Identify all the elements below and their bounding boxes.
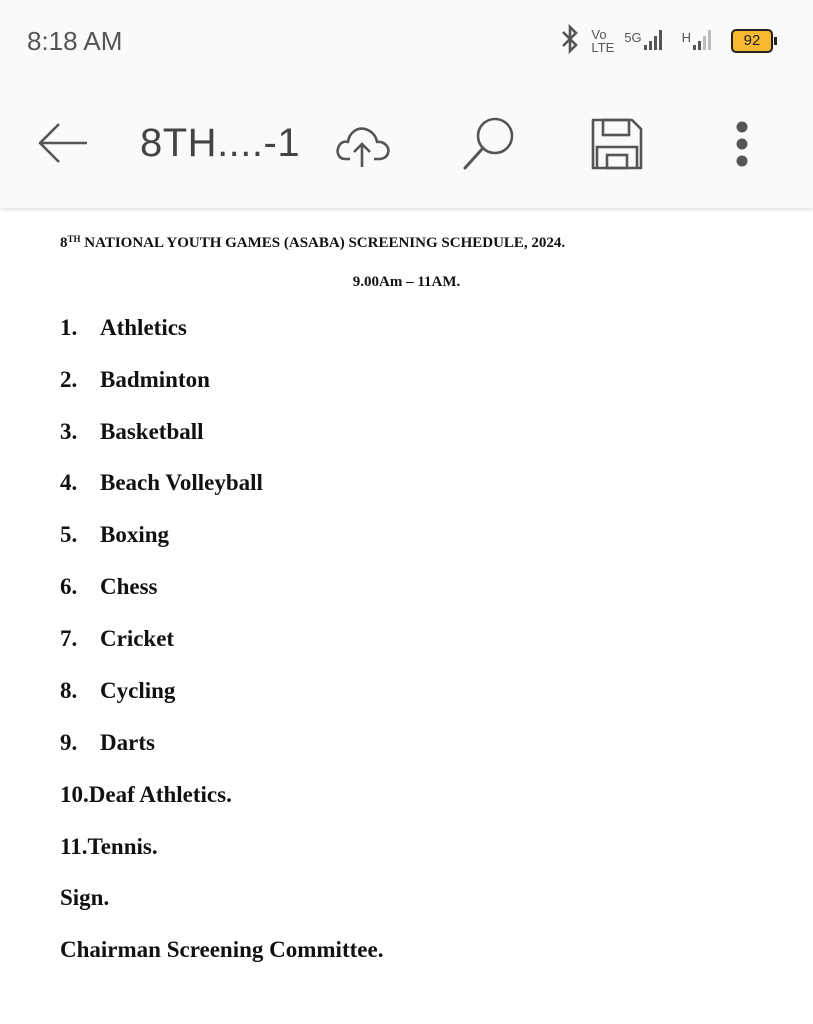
signal-h xyxy=(682,27,715,56)
document-heading xyxy=(60,234,565,252)
save-icon xyxy=(590,117,644,176)
battery-icon xyxy=(731,29,777,53)
list-item: 9. Darts xyxy=(60,730,155,755)
status-bar xyxy=(0,0,813,84)
sign-line: Sign. xyxy=(60,885,110,910)
cloud-upload-icon xyxy=(333,121,393,174)
network-type-label: 5G xyxy=(624,29,642,45)
volte-indicator xyxy=(591,28,614,54)
list-item: 5. Boxing xyxy=(60,522,170,547)
bluetooth-icon xyxy=(559,24,581,59)
list-item: 4. Beach Volleyball xyxy=(60,470,263,495)
time-range: 9.00Am – 11AM. xyxy=(352,274,461,290)
heading-superscript: TH xyxy=(67,234,81,244)
signatory-line: Chairman Screening Committee. xyxy=(60,937,384,962)
more-vert-icon xyxy=(732,119,752,174)
back-arrow-icon xyxy=(35,120,91,171)
signal-5g xyxy=(624,27,665,56)
signal-bars-2-icon xyxy=(693,27,715,56)
more-options-button[interactable] xyxy=(722,118,762,174)
list-item: 6. Chess xyxy=(60,574,158,599)
list-item: 8. Cycling xyxy=(60,678,176,703)
search-icon xyxy=(461,116,519,177)
status-time: 8:18 AM xyxy=(27,26,123,56)
back-button[interactable] xyxy=(34,120,92,170)
save-button[interactable] xyxy=(588,118,646,174)
network-type-2-label: H xyxy=(681,29,691,45)
list-item: 3. Basketball xyxy=(60,419,204,444)
document-page xyxy=(0,212,813,1024)
search-button[interactable] xyxy=(460,118,520,174)
signal-bars-icon xyxy=(644,27,666,56)
volte-bottom-label: LTE xyxy=(591,40,615,55)
upload-button[interactable] xyxy=(332,122,394,172)
document-title[interactable]: 8TH....-1 xyxy=(140,121,301,165)
status-icons xyxy=(559,24,777,58)
list-item: 10.Deaf Athletics. xyxy=(60,782,232,807)
battery-level: 92 xyxy=(731,29,773,53)
list-item: 2. Badminton xyxy=(60,367,210,392)
list-item: 11.Tennis. xyxy=(60,834,158,859)
list-item: 1. Athletics xyxy=(60,315,187,340)
volte-top-label: Vo xyxy=(591,27,607,42)
toolbar xyxy=(0,84,813,208)
heading-text: NATIONAL YOUTH GAMES (ASABA) SCREENING SCHEDULE, 2024. xyxy=(80,235,566,251)
heading-prefix: 8 xyxy=(60,235,68,251)
list-item: 7. Cricket xyxy=(60,626,175,651)
